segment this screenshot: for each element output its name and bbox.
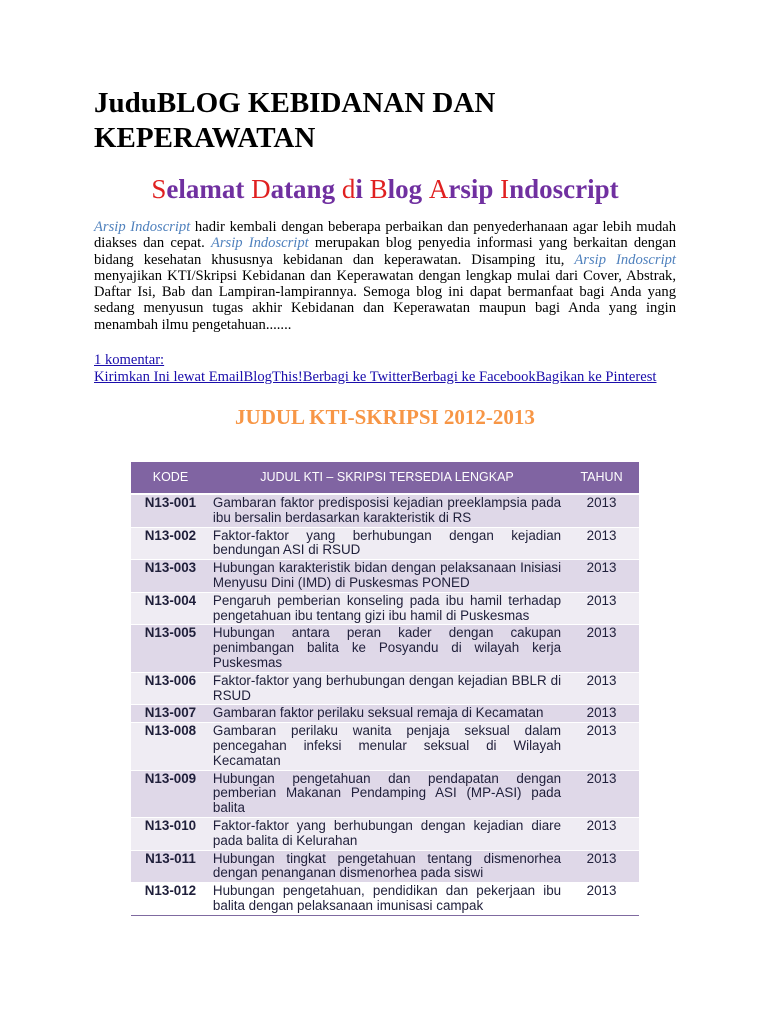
table-row bbox=[131, 527, 639, 560]
cell-tahun: 2013 bbox=[586, 672, 617, 688]
cell-judul: Pengaruh pemberian konseling pada ibu hamil terhadap pengetahuan ibu tentang gizi ibu hamil di Puskesmas bbox=[212, 592, 562, 623]
welcome-initial: S bbox=[151, 174, 167, 204]
cell-kode: N13-001 bbox=[144, 495, 197, 510]
cell-judul: Faktor-faktor yang berhubungan dengan kejadian diare pada balita di Kelurahan bbox=[212, 817, 562, 848]
share-twitter-link[interactable]: Berbagi ke Twitter bbox=[302, 368, 412, 385]
cell-kode: N13-012 bbox=[144, 883, 197, 899]
comment-link[interactable]: 1 komentar: bbox=[94, 352, 165, 368]
cell-judul: Hubungan tingkat pengetahuan tentang dismenorhea dengan penanganan dismenorhea pada siswi bbox=[212, 850, 562, 881]
kti-table bbox=[131, 462, 639, 916]
cell-judul: Hubungan pengetahuan, pendidikan dan pekerjaan ibu balita dengan pelaksanaan imunisasi campak bbox=[212, 883, 562, 913]
cell-judul: Faktor-faktor yang berhubungan dengan kejadian BBLR di RSUD bbox=[212, 672, 562, 703]
cell-judul: Hubungan antara peran kader dengan cakupan penimbangan balita ke Posyandu di wilayah kerja Puskesmas bbox=[212, 625, 562, 670]
welcome-word: elamat bbox=[166, 174, 252, 204]
welcome-word: i bbox=[355, 174, 370, 204]
column-header-tahun: TAHUN bbox=[564, 462, 639, 494]
cell-tahun: 2013 bbox=[586, 625, 617, 641]
welcome-word: rsip bbox=[448, 174, 501, 204]
table-row bbox=[131, 850, 639, 883]
welcome-initial: A bbox=[428, 174, 449, 204]
table-row bbox=[131, 817, 639, 850]
cell-tahun: 2013 bbox=[586, 770, 617, 786]
table-row bbox=[131, 625, 639, 672]
cell-kode: N13-002 bbox=[144, 527, 197, 543]
table-row bbox=[131, 494, 639, 527]
cell-kode: N13-011 bbox=[145, 850, 196, 866]
welcome-word: log bbox=[387, 174, 429, 204]
cell-kode: N13-004 bbox=[144, 592, 197, 608]
brand-name: Arsip Indoscript bbox=[94, 219, 191, 235]
cell-kode: N13-008 bbox=[144, 723, 197, 739]
blogthis-link[interactable]: BlogThis! bbox=[243, 368, 303, 385]
column-header-judul: JUDUL KTI – SKRIPSI TERSEDIA LENGKAP bbox=[210, 462, 564, 494]
cell-tahun: 2013 bbox=[586, 495, 617, 510]
cell-judul: Gambaran perilaku wanita penjaja seksual dalam pencegahan infeksi menular seksual di Wilayah Kecamatan bbox=[212, 723, 562, 768]
welcome-word: atang bbox=[270, 174, 342, 204]
cell-tahun: 2013 bbox=[586, 527, 617, 543]
cell-kode: N13-009 bbox=[144, 770, 197, 786]
section-title: JUDUL KTI-SKRIPSI 2012-2013 bbox=[235, 405, 535, 429]
brand-name: Arsip Indoscript bbox=[574, 251, 676, 268]
cell-judul: Gambaran faktor predisposisi kejadian preeklampsia pada ibu bersalin berdasarkan karakteristik di RS bbox=[212, 495, 562, 525]
intro-paragraph bbox=[94, 219, 676, 333]
welcome-initial: I bbox=[500, 174, 510, 204]
table-row bbox=[131, 672, 639, 705]
cell-judul: Faktor-faktor yang berhubungan dengan kejadian bendungan ASI di RSUD bbox=[212, 527, 562, 558]
cell-kode: N13-005 bbox=[144, 625, 197, 641]
table-row bbox=[131, 560, 639, 593]
welcome-initial: D bbox=[251, 174, 271, 204]
cell-judul: Gambaran faktor perilaku seksual remaja di Kecamatan bbox=[212, 705, 544, 721]
table-row bbox=[131, 592, 639, 625]
cell-kode: N13-010 bbox=[144, 817, 197, 833]
column-header-kode: KODE bbox=[131, 462, 210, 494]
cell-tahun: 2013 bbox=[586, 705, 617, 721]
cell-tahun: 2013 bbox=[586, 883, 617, 899]
cell-kode: N13-007 bbox=[144, 705, 197, 721]
intro-text: hadir kembali dengan beberapa perbaikan dan penyederhanaan agar lebih mudah diakses dan cepat. bbox=[94, 219, 677, 252]
intro-text: merupakan blog penyedia informasi yang berkaitan dengan bidang kesehatan khususnya kebidanan dan keperawatan. Disamping itu, bbox=[94, 235, 676, 268]
cell-kode: N13-003 bbox=[144, 560, 197, 576]
brand-name: Arsip Indoscript bbox=[210, 235, 309, 252]
welcome-heading bbox=[94, 172, 676, 206]
welcome-word: ndoscript bbox=[509, 174, 619, 204]
post-footer-links bbox=[94, 352, 676, 385]
cell-tahun: 2013 bbox=[586, 817, 617, 833]
welcome-initial: d bbox=[341, 174, 356, 204]
cell-tahun: 2013 bbox=[586, 592, 617, 608]
cell-tahun: 2013 bbox=[586, 850, 617, 866]
table-header-row bbox=[131, 462, 639, 494]
intro-text: menyajikan KTI/Skripsi Kebidanan dan Keperawatan dengan lengkap mulai dari Cover, Abstrak, Daftar Isi, Bab dan Lampiran-lampirannya. Semoga blog ini dapat bermanfaat bagi Anda yang sedang menyusun tugas akhir Kebidanan dan Keperawatan maupun bagi Anda yang ingin menambah ilmu pengetahuan....... bbox=[94, 267, 676, 333]
table-row bbox=[131, 883, 639, 916]
table-row bbox=[131, 770, 639, 817]
cell-tahun: 2013 bbox=[586, 723, 617, 739]
cell-judul: Hubungan karakteristik bidan dengan pelaksanaan Inisiasi Menyusu Dini (IMD) di Puskesmas PONED bbox=[212, 560, 562, 590]
page-title: JuduBLOG KEBIDANAN DAN KEPERAWATAN bbox=[94, 87, 496, 154]
cell-kode: N13-006 bbox=[144, 672, 197, 688]
cell-judul: Hubungan pengetahuan dan pendapatan dengan pemberian Makanan Pendamping ASI (MP-ASI) pada balita bbox=[212, 770, 562, 816]
share-email-link[interactable]: Kirimkan Ini lewat Email bbox=[94, 368, 244, 385]
share-facebook-link[interactable]: Berbagi ke Facebook bbox=[411, 368, 536, 385]
table-row bbox=[131, 705, 639, 723]
cell-tahun: 2013 bbox=[586, 560, 617, 576]
table-row bbox=[131, 723, 639, 770]
share-pinterest-link[interactable]: Bagikan ke Pinterest bbox=[535, 368, 657, 385]
welcome-initial: B bbox=[369, 174, 388, 204]
